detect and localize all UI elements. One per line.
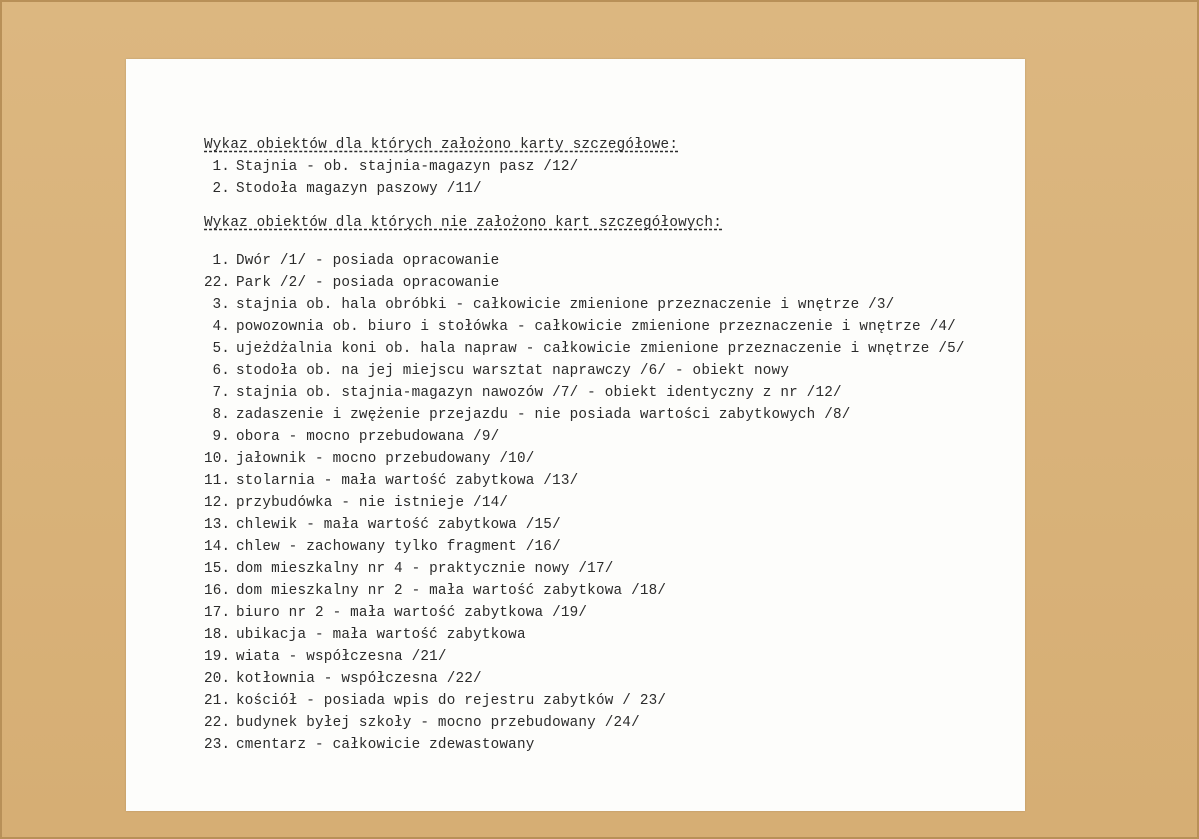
item-text: chlew - zachowany tylko fragment /16/ — [236, 539, 561, 555]
item-number: 21. — [204, 693, 231, 709]
document-content — [204, 134, 1004, 756]
item-number: 3. — [212, 297, 230, 313]
list-with-detail-cards — [204, 156, 1004, 200]
item-number: 14. — [204, 539, 231, 555]
item-number: 12. — [204, 495, 231, 511]
item-number: 6. — [212, 363, 230, 379]
list-item — [204, 470, 1004, 492]
item-text: cmentarz - całkowicie zdewastowany — [236, 737, 535, 753]
spacer — [204, 234, 1004, 250]
item-number: 7. — [212, 385, 230, 401]
item-text: powozownia ob. biuro i stołówka - całkowicie zmienione przeznaczenie i wnętrze /4/ — [236, 319, 956, 335]
item-text: stajnia ob. stajnia-magazyn nawozów /7/ - obiekt identyczny z nr /12/ — [236, 385, 842, 401]
item-number: 1. — [212, 159, 230, 175]
list-item — [204, 580, 1004, 602]
list-item — [204, 382, 1004, 404]
list-item — [204, 250, 1004, 272]
item-text: jałownik - mocno przebudowany /10/ — [236, 451, 535, 467]
item-number: 23. — [204, 737, 231, 753]
list-item — [204, 360, 1004, 382]
list-item — [204, 646, 1004, 668]
list-item — [204, 536, 1004, 558]
item-text: wiata - współczesna /21/ — [236, 649, 447, 665]
item-text: ujeżdżalnia koni ob. hala napraw - całkowicie zmienione przeznaczenie i wnętrze /5/ — [236, 341, 965, 357]
list-item — [204, 156, 1004, 178]
item-text: biuro nr 2 - mała wartość zabytkowa /19/ — [236, 605, 588, 621]
list-item — [204, 712, 1004, 734]
item-number: 19. — [204, 649, 231, 665]
heading-with-detail-cards: Wykaz obiektów dla których założono karty szczegółowe: — [204, 137, 679, 153]
item-number: 22. — [204, 275, 231, 291]
list-item — [204, 178, 1004, 200]
list-item — [204, 448, 1004, 470]
item-text: kościół - posiada wpis do rejestru zabytków / 23/ — [236, 693, 667, 709]
item-text: stodoła ob. na jej miejscu warsztat naprawczy /6/ - obiekt nowy — [236, 363, 790, 379]
item-text: obora - mocno przebudowana /9/ — [236, 429, 500, 445]
typewritten-sheet — [126, 59, 1025, 811]
item-number: 10. — [204, 451, 231, 467]
list-item — [204, 426, 1004, 448]
list-item — [204, 514, 1004, 536]
item-number: 17. — [204, 605, 231, 621]
item-text: Stodoła magazyn paszowy /11/ — [236, 181, 482, 197]
list-item — [204, 272, 1004, 294]
item-number: 8. — [212, 407, 230, 423]
list-item — [204, 734, 1004, 756]
item-number: 13. — [204, 517, 231, 533]
item-text: dom mieszkalny nr 2 - mała wartość zabytkowa /18/ — [236, 583, 667, 599]
item-number: 15. — [204, 561, 231, 577]
item-number: 9. — [212, 429, 230, 445]
item-text: przybudówka - nie istnieje /14/ — [236, 495, 509, 511]
list-item — [204, 492, 1004, 514]
item-text: ubikacja - mała wartość zabytkowa — [236, 627, 526, 643]
item-text: Stajnia - ob. stajnia-magazyn pasz /12/ — [236, 159, 579, 175]
list-item — [204, 316, 1004, 338]
item-number: 4. — [212, 319, 230, 335]
item-text: dom mieszkalny nr 4 - praktycznie nowy /17/ — [236, 561, 614, 577]
heading-without-detail-cards: Wykaz obiektów dla których nie założono kart szczegółowych: — [204, 215, 722, 231]
item-number: 11. — [204, 473, 231, 489]
item-number: 16. — [204, 583, 231, 599]
item-number: 5. — [212, 341, 230, 357]
list-item — [204, 558, 1004, 580]
item-number: 18. — [204, 627, 231, 643]
item-text: stajnia ob. hala obróbki - całkowicie zmienione przeznaczenie i wnętrze /3/ — [236, 297, 895, 313]
item-text: Park /2/ - posiada opracowanie — [236, 275, 500, 291]
item-text: chlewik - mała wartość zabytkowa /15/ — [236, 517, 561, 533]
list-item — [204, 602, 1004, 624]
item-text: Dwór /1/ - posiada opracowanie — [236, 253, 500, 269]
list-without-detail-cards — [204, 250, 1004, 756]
item-number: 20. — [204, 671, 231, 687]
list-item — [204, 294, 1004, 316]
list-item — [204, 404, 1004, 426]
list-item — [204, 624, 1004, 646]
list-item — [204, 690, 1004, 712]
item-number: 2. — [212, 181, 230, 197]
list-item — [204, 668, 1004, 690]
item-text: stolarnia - mała wartość zabytkowa /13/ — [236, 473, 579, 489]
item-number: 1. — [212, 253, 230, 269]
list-item — [204, 338, 1004, 360]
spacer — [204, 200, 1004, 212]
item-text: budynek byłej szkoły - mocno przebudowany /24/ — [236, 715, 640, 731]
item-number: 22. — [204, 715, 231, 731]
item-text: zadaszenie i zwężenie przejazdu - nie posiada wartości zabytkowych /8/ — [236, 407, 851, 423]
item-text: kotłownia - współczesna /22/ — [236, 671, 482, 687]
